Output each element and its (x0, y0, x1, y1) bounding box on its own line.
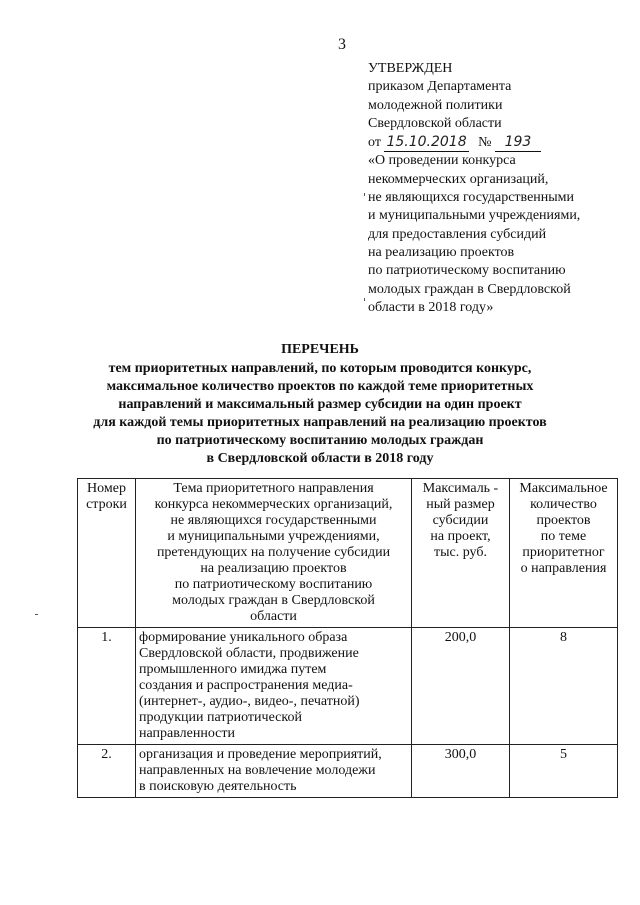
order-title-line: и муниципальными учреждениями, (368, 208, 581, 224)
row-number: 1. (78, 628, 136, 745)
table-row (78, 745, 618, 798)
order-date-number-line (368, 133, 630, 152)
header-topic: Тема приоритетного направления конкурса некоммерческих организаций, не являющихся государственными и муниципальными учреждениями, претендующих на получение субсидии на реализацию проектов по патриотическому воспитанию молодых граждан в Свердловской области (136, 479, 412, 628)
table-row (78, 628, 618, 745)
order-title-line: молодых граждан в Свердловской (368, 281, 571, 297)
order-date-handwritten: 15.10.2018 (384, 133, 468, 152)
scan-speck (364, 298, 365, 301)
header-max-subsidy: Максималь - ный размер субсидии на проект, тыс. руб. (412, 479, 510, 628)
row-max-projects: 8 (510, 628, 618, 745)
row-topic: формирование уникального образа Свердловской области, продвижение промышленного имиджа путем создания и распространения медиа- (интернет-, аудио-, видео-, печатной) продукции патриотической направленности (136, 628, 412, 745)
heading-line: максимальное количество проектов по каждой теме приоритетных (106, 379, 534, 394)
approval-line: УТВЕРЖДЕН (368, 61, 453, 76)
row-topic: организация и проведение мероприятий, направленных на вовлечение молодежи в поисковую деятельность (136, 745, 412, 798)
header-number: Номер строки (78, 479, 136, 628)
approval-line: молодежной политики (368, 97, 503, 113)
order-number-handwritten: 193 (495, 133, 541, 152)
page-number: 3 (338, 36, 346, 53)
approval-block (368, 60, 630, 317)
header-max-projects: Максимальное количество проектов по теме приоритетног о направления (510, 479, 618, 628)
order-title-line: для предоставления субсидий (368, 226, 547, 242)
date-prefix: от (368, 135, 381, 151)
order-title-line: не являющихся государственными (368, 190, 575, 206)
heading-line: направлений и максимальный размер субсидии на один проект (118, 397, 522, 412)
heading-line: по патриотическому воспитанию молодых граждан (156, 433, 484, 448)
row-max-projects: 5 (510, 745, 618, 798)
order-title-line: по патриотическому воспитанию (368, 263, 566, 279)
order-title-line: области в 2018 году» (368, 299, 494, 315)
heading-line: для каждой темы приоритетных направлений на реализацию проектов (93, 415, 547, 430)
row-number: 2. (78, 745, 136, 798)
heading-line: тем приоритетных направлений, по которым проводится конкурс, (108, 361, 532, 376)
heading-line: в Свердловской области в 2018 году (206, 451, 434, 466)
table-header-row (78, 479, 618, 628)
scan-speck (35, 614, 38, 615)
row-max-subsidy: 200,0 (412, 628, 510, 745)
number-prefix: № (478, 135, 492, 151)
order-title-line: на реализацию проектов (368, 244, 515, 260)
order-title-line: некоммерческих организаций, (368, 171, 549, 187)
document-heading (80, 341, 560, 468)
priority-topics-table (77, 478, 618, 798)
row-max-subsidy: 300,0 (412, 745, 510, 798)
heading-title: ПЕРЕЧЕНЬ (281, 342, 359, 357)
approval-line: Свердловской области (368, 115, 502, 131)
scan-speck (364, 193, 365, 196)
approval-line: приказом Департамента (368, 79, 512, 95)
order-title-line: «О проведении конкурса (368, 153, 516, 169)
